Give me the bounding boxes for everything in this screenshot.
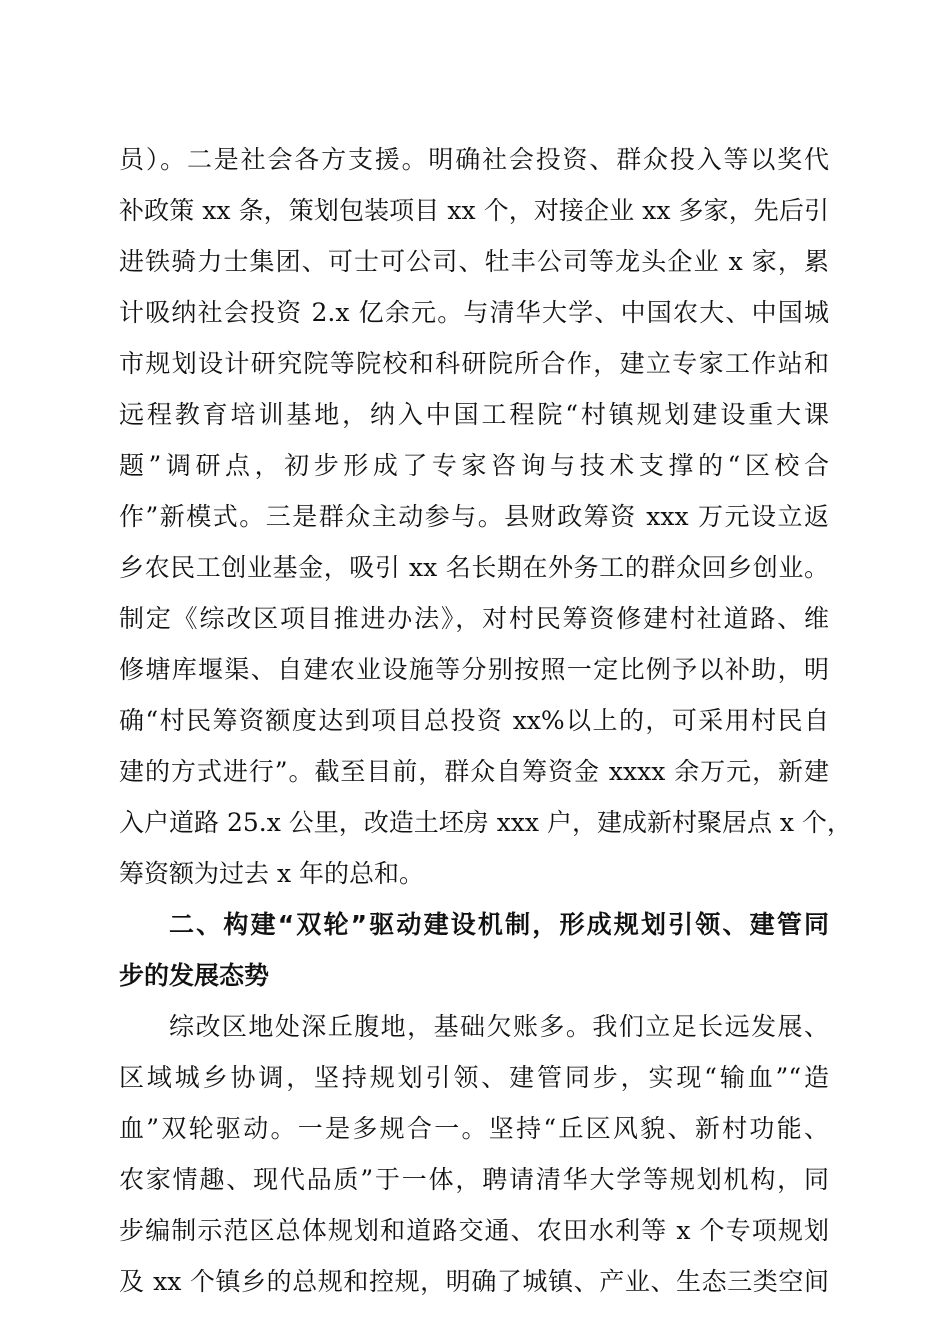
paragraph-line: 及 xx 个镇乡的总规和控规，明确了城镇、产业、生态三类空间 [119,1267,829,1296]
paragraph-line: 员）。二是社会各方支援。明确社会投资、群众投入等以奖代 [119,145,829,174]
paragraph-line: 制定《综改区项目推进办法》，对村民筹资修建村社道路、维 [119,604,829,633]
paragraph-line: 作”新模式。三是群众主动参与。县财政筹资 xxx 万元设立返 [119,502,829,531]
paragraph-line: 区域城乡协调，坚持规划引领、建管同步，实现“输血”“造 [119,1063,829,1092]
paragraph-line: 远程教育培训基地，纳入中国工程院“村镇规划建设重大课 [119,400,829,429]
paragraph-line: 计吸纳社会投资 2.x 亿余元。与清华大学、中国农大、中国城 [119,298,829,327]
paragraph-line: 进铁骑力士集团、可士可公司、牡丰公司等龙头企业 x 家，累 [119,247,829,276]
paragraph-line: 补政策 xx 条，策划包装项目 xx 个，对接企业 xx 多家，先后引 [119,196,829,225]
paragraph-line: 乡农民工创业基金，吸引 xx 名长期在外务工的群众回乡创业。 [119,553,829,582]
paragraph-line: 确“村民筹资额度达到项目总投资 xx%以上的，可采用村民自 [119,706,829,735]
paragraph-line: 步编制示范区总体规划和道路交通、农田水利等 x 个专项规划 [119,1216,829,1245]
paragraph-line: 题”调研点，初步形成了专家咨询与技术支撑的“区校合 [119,451,829,480]
paragraph-line: 建的方式进行”。截至目前，群众自筹资金 xxxx 余万元，新建 [119,757,829,786]
section-heading: 二、构建“双轮”驱动建设机制，形成规划引领、建管同 [169,910,829,939]
paragraph-line: 修塘库堰渠、自建农业设施等分别按照一定比例予以补助，明 [119,655,829,684]
paragraph-line: 血”双轮驱动。一是多规合一。坚持“丘区风貌、新村功能、 [119,1114,829,1143]
paragraph-line: 农家情趣、现代品质”于一体，聘请清华大学等规划机构，同 [119,1165,829,1194]
paragraph-line: 市规划设计研究院等院校和科研院所合作，建立专家工作站和 [119,349,829,378]
paragraph-line: 筹资额为过去 x 年的总和。 [119,859,424,888]
paragraph-line: 综改区地处深丘腹地，基础欠账多。我们立足长远发展、 [169,1012,829,1041]
section-heading: 步的发展态势 [119,961,270,990]
paragraph-line: 入户道路 25.x 公里，改造土坯房 xxx 户，建成新村聚居点 x 个， [119,808,852,837]
